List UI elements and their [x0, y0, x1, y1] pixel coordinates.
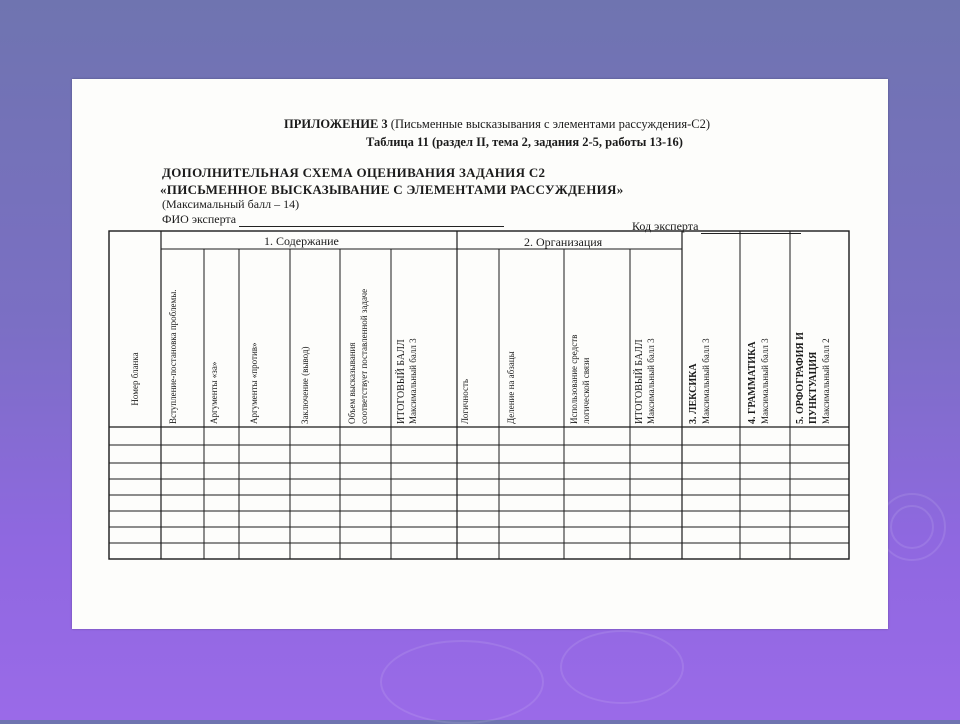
- appendix-number: ПРИЛОЖЕНИЕ 3: [284, 117, 388, 131]
- column-vocabulary-max: Максимальный балл 3: [701, 338, 711, 424]
- expert-code-label: Код эксперта: [632, 219, 699, 233]
- column-arguments-against: Аргументы «против»: [249, 342, 259, 424]
- column-volume-line2: соответствует поставленной задаче: [359, 288, 369, 424]
- group-content-title: 1. Содержание: [264, 234, 339, 248]
- column-arguments-for: Аргументы «за»: [209, 361, 219, 424]
- column-content-total: ИТОГОВЫЙ БАЛЛ: [396, 339, 407, 424]
- table-reference: Таблица 11 (раздел II, тема 2, задания 2-5, работы 13-16): [366, 135, 683, 149]
- column-introduction: Вступление-постановка проблемы.: [168, 289, 178, 424]
- column-content-total-max: Максимальный балл 3: [408, 338, 418, 424]
- column-spelling-line1: 5. ОРФОГРАФИЯ И: [795, 332, 806, 424]
- column-conclusion: Заключение (вывод): [300, 346, 310, 424]
- column-form-number: Номер бланка: [130, 352, 140, 406]
- max-score-note: (Максимальный балл – 14): [162, 197, 300, 211]
- column-organization-total-max: Максимальный балл 3: [646, 338, 656, 424]
- column-linking-line2: логической связи: [581, 357, 591, 424]
- appendix-subtitle: (Письменные высказывания с элементами рассуждения-С2): [390, 117, 711, 131]
- expert-name-label: ФИО эксперта: [162, 212, 237, 226]
- column-grammar-max: Максимальный балл 3: [760, 338, 770, 424]
- column-spelling-max: Максимальный балл 2: [821, 338, 831, 424]
- column-volume-line1: Объем высказывания: [347, 342, 357, 424]
- column-linking-line1: Использование средств: [569, 334, 579, 424]
- group-organization-title: 2. Организация: [524, 235, 603, 249]
- column-spelling-line2: ПУНКТУАЦИЯ: [808, 351, 819, 424]
- column-paragraphs: Деление на абзацы: [506, 351, 516, 424]
- column-logic: Логичность: [460, 379, 470, 424]
- column-vocabulary: 3. ЛЕКСИКА: [688, 363, 699, 424]
- scheme-subtitle: «ПИСЬМЕННОЕ ВЫСКАЗЫВАНИЕ С ЭЛЕМЕНТАМИ РАССУЖДЕНИЯ»: [160, 182, 624, 197]
- column-organization-total: ИТОГОВЫЙ БАЛЛ: [634, 339, 645, 424]
- column-grammar: 4. ГРАММАТИКА: [747, 341, 758, 424]
- scheme-title: ДОПОЛНИТЕЛЬНАЯ СХЕМА ОЦЕНИВАНИЯ ЗАДАНИЯ С2: [162, 165, 546, 180]
- document-page: [72, 79, 888, 629]
- scoring-table: [72, 79, 888, 629]
